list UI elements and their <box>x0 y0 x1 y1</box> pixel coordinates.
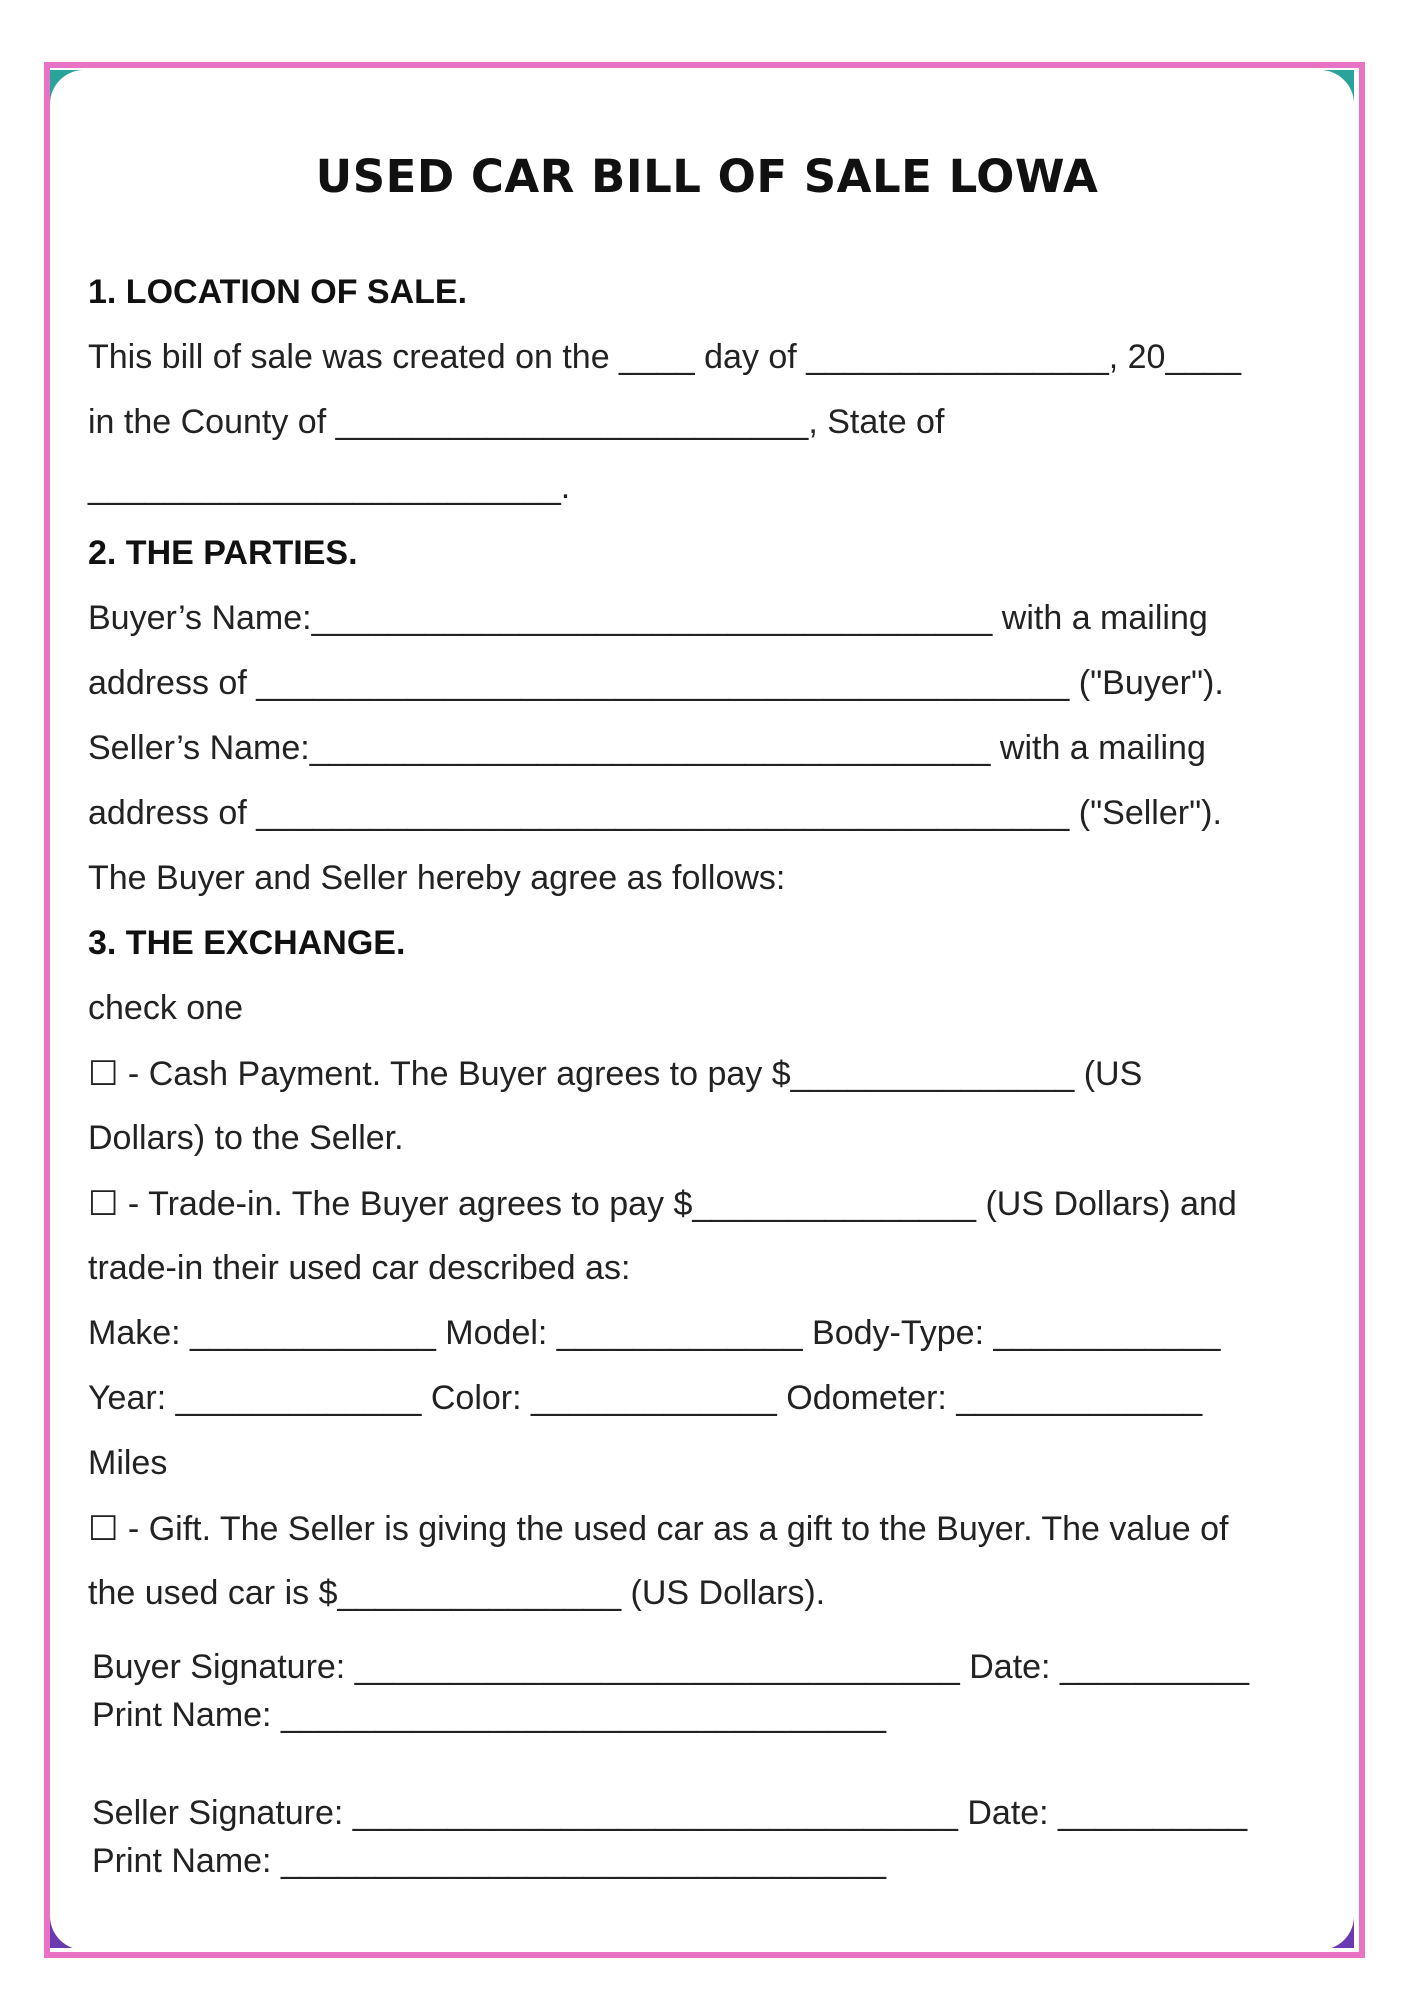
year-color-odometer-line: Year: _____________ Color: _____________ Odometer: _____________ <box>88 1379 1203 1417</box>
check-one-label: check one <box>88 989 243 1027</box>
miles-label: Miles <box>88 1444 168 1482</box>
page-title: USED CAR BILL OF SALE LOWA <box>315 150 1099 203</box>
section-parties-heading: 2. THE PARTIES. <box>88 534 358 572</box>
gift-continued: the used car is $_______________ (US Dollars). <box>88 1574 826 1612</box>
buyer-signature-line: Buyer Signature: ________________________________ Date: __________ <box>92 1648 1250 1686</box>
buyer-print-name-line: Print Name: ________________________________ <box>92 1696 887 1734</box>
state-line: _________________________. <box>88 468 571 506</box>
date-line: This bill of sale was created on the ____ day of ________________, 20____ <box>88 338 1242 376</box>
make-model-bodytype-line: Make: _____________ Model: _____________ Body-Type: ____________ <box>88 1314 1221 1352</box>
agreement-line: The Buyer and Seller hereby agree as follows: <box>88 859 786 897</box>
seller-address-line: address of ___________________________________________ ("Seller"). <box>88 794 1222 832</box>
cash-payment-continued: Dollars) to the Seller. <box>88 1119 404 1157</box>
cash-payment-option: ☐ - Cash Payment. The Buyer agrees to pay $_______________ (US <box>88 1055 1143 1093</box>
seller-name-line: Seller’s Name:____________________________________ with a mailing <box>88 729 1206 767</box>
buyer-name-line: Buyer’s Name:____________________________________ with a mailing <box>88 599 1208 637</box>
section-location-heading: 1. LOCATION OF SALE. <box>88 273 468 311</box>
county-line: in the County of _________________________, State of <box>88 403 945 441</box>
seller-signature-line: Seller Signature: ________________________________ Date: __________ <box>92 1794 1248 1832</box>
section-exchange-heading: 3. THE EXCHANGE. <box>88 924 406 962</box>
gift-option: ☐ - Gift. The Seller is giving the used car as a gift to the Buyer. The value of <box>88 1510 1229 1548</box>
buyer-address-line: address of ___________________________________________ ("Buyer"). <box>88 664 1224 702</box>
seller-print-name-line: Print Name: ________________________________ <box>92 1842 887 1880</box>
trade-in-continued: trade-in their used car described as: <box>88 1249 631 1287</box>
trade-in-option: ☐ - Trade-in. The Buyer agrees to pay $_______________ (US Dollars) and <box>88 1185 1237 1223</box>
